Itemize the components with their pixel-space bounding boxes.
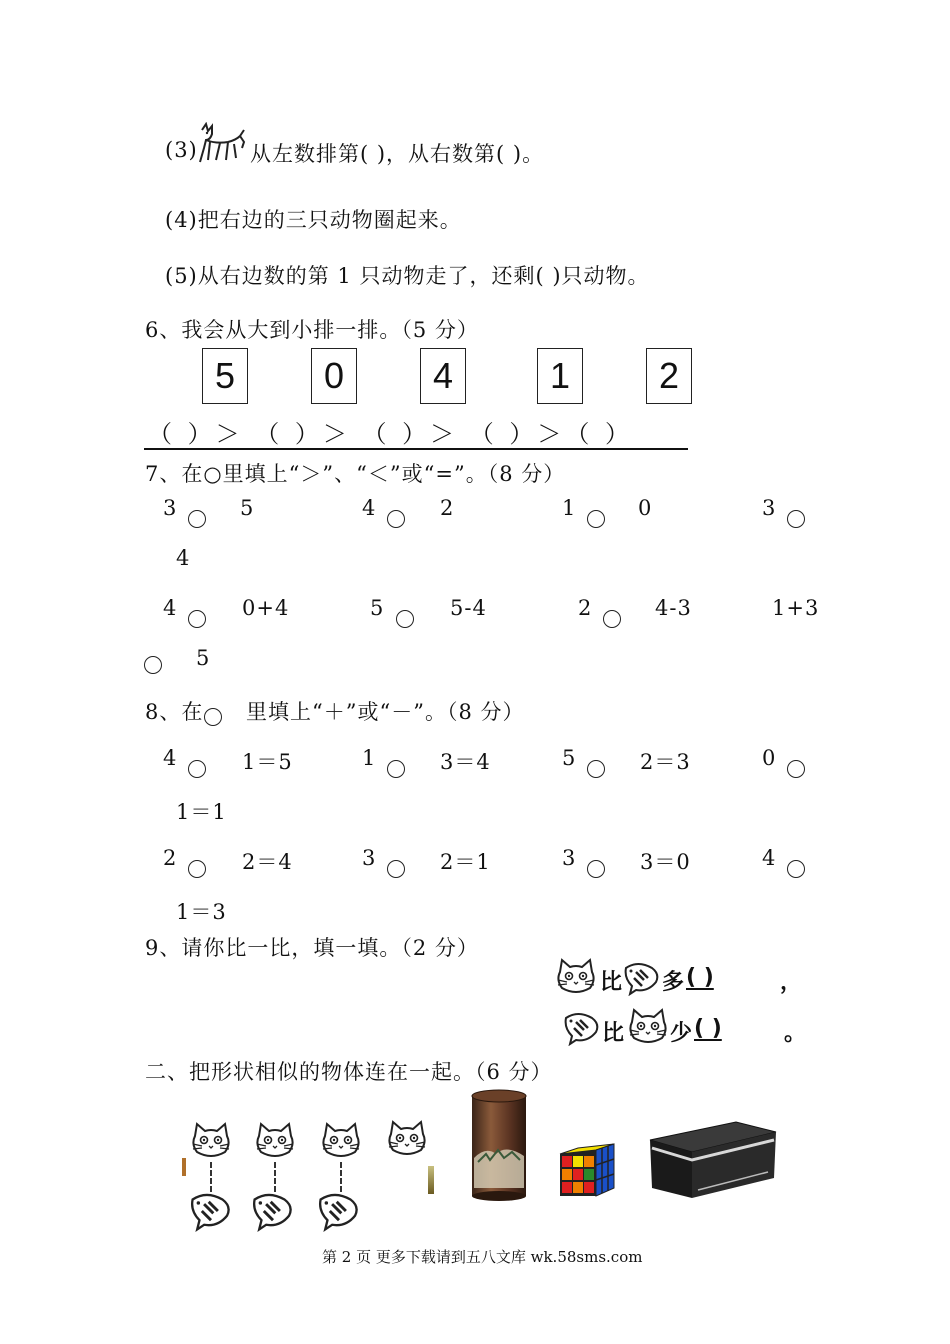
q7-title: 7、在○里填上“＞”、“＜”或“=”。（8 分） bbox=[145, 462, 566, 486]
q7-left-value: 3 bbox=[163, 496, 178, 520]
q8-left-value: 2 bbox=[163, 846, 178, 870]
answer-circle[interactable] bbox=[787, 510, 805, 528]
q5-item3-prefix: (3) bbox=[165, 138, 198, 162]
q7-right-value: 4-3 bbox=[655, 596, 692, 620]
q5-item4: (4)把右边的三只动物圈起来。 bbox=[165, 208, 462, 232]
q7-left-value: 1+3 bbox=[772, 596, 820, 620]
q8-right-value: 1＝5 bbox=[242, 750, 293, 774]
answer-circle[interactable] bbox=[188, 510, 206, 528]
cat-icon bbox=[252, 1122, 298, 1162]
q7-left-value: 1 bbox=[562, 496, 577, 520]
q9-comma: ， bbox=[780, 970, 803, 995]
answer-circle[interactable] bbox=[144, 656, 162, 674]
q8-left-value: 0 bbox=[762, 746, 777, 770]
q7-left-value: 4 bbox=[163, 596, 178, 620]
connector-line bbox=[340, 1162, 342, 1192]
answer-circle[interactable] bbox=[587, 760, 605, 778]
answer-circle[interactable] bbox=[587, 510, 605, 528]
q7-right-value: 0 bbox=[638, 496, 653, 520]
q8-right-value: 3＝4 bbox=[440, 750, 491, 774]
q8-left-value: 3 bbox=[562, 846, 577, 870]
fish-icon bbox=[250, 1190, 296, 1232]
page-footer: 第 2 页 更多下载请到五八文库 wk.58sms.com bbox=[322, 1248, 643, 1266]
q6-title: 6、我会从大到小排一排。（5 分） bbox=[145, 318, 479, 342]
cat-icon bbox=[626, 1008, 670, 1048]
q7-right-value: 2 bbox=[440, 496, 455, 520]
q7-wrapped-value: 4 bbox=[176, 546, 191, 570]
answer-circle[interactable] bbox=[396, 610, 414, 628]
answer-circle[interactable] bbox=[188, 860, 206, 878]
number-box: 5 bbox=[202, 348, 248, 404]
q7-right-value: 5-4 bbox=[450, 596, 487, 620]
q7-left-value: 3 bbox=[762, 496, 777, 520]
q7-right-value: 0+4 bbox=[242, 596, 290, 620]
q9-more-word: 多 bbox=[662, 970, 685, 995]
answer-circle[interactable] bbox=[587, 860, 605, 878]
fox-icon bbox=[196, 122, 248, 166]
q7-left-value: 4 bbox=[362, 496, 377, 520]
fish-icon bbox=[622, 960, 662, 996]
answer-circle[interactable] bbox=[387, 860, 405, 878]
q5-item5: (5)从右边数的第 1 只动物走了，还剩( )只动物。 bbox=[165, 264, 650, 288]
q8-left-value: 1 bbox=[362, 746, 377, 770]
cat-icon bbox=[318, 1122, 364, 1162]
number-box: 1 bbox=[537, 348, 583, 404]
cat-icon bbox=[384, 1120, 430, 1160]
connector-line bbox=[274, 1162, 276, 1192]
section2-title: 二、把形状相似的物体连在一起。（6 分） bbox=[145, 1060, 553, 1084]
tea-can-image[interactable] bbox=[468, 1088, 530, 1202]
q6-underline bbox=[144, 448, 688, 450]
q8-right-value: 2＝4 bbox=[242, 850, 293, 874]
q7-left-value: 5 bbox=[370, 596, 385, 620]
fish-icon bbox=[188, 1190, 234, 1232]
connector-line bbox=[210, 1162, 212, 1192]
number-box: 2 bbox=[646, 348, 692, 404]
shoe-box-image[interactable] bbox=[648, 1118, 778, 1202]
rubiks-cube-image[interactable] bbox=[556, 1140, 618, 1200]
answer-circle[interactable] bbox=[603, 610, 621, 628]
q8-title-b: 里填上“＋”或“－”。（8 分） bbox=[246, 700, 525, 724]
q8-right-value: 3＝0 bbox=[640, 850, 691, 874]
circle-symbol bbox=[204, 708, 222, 726]
q8-wrapped-value: 1＝3 bbox=[176, 900, 227, 924]
q6-answer-line[interactable]: （ ）＞ （ ）＞ （ ）＞ （ ）＞（ ） bbox=[148, 420, 634, 448]
cat-icon bbox=[188, 1122, 234, 1162]
number-box: 4 bbox=[420, 348, 466, 404]
image-fragment bbox=[428, 1166, 434, 1194]
q9-period: 。 bbox=[784, 1021, 807, 1046]
image-fragment bbox=[182, 1158, 186, 1176]
answer-circle[interactable] bbox=[387, 760, 405, 778]
cat-icon bbox=[554, 958, 598, 998]
q5-item3-text: 从左数排第( )，从右数第( )。 bbox=[250, 142, 545, 166]
q9-less-word: 少 bbox=[670, 1021, 693, 1046]
answer-circle[interactable] bbox=[188, 610, 206, 628]
answer-circle[interactable] bbox=[787, 860, 805, 878]
fish-icon bbox=[562, 1010, 602, 1046]
q8-wrapped-value: 1＝1 bbox=[176, 800, 227, 824]
fish-icon bbox=[316, 1190, 362, 1232]
q7-left-value: 2 bbox=[578, 596, 593, 620]
q8-left-value: 3 bbox=[362, 846, 377, 870]
q9-answer-blank-2[interactable]: ( ) bbox=[694, 1016, 722, 1041]
q8-left-value: 5 bbox=[562, 746, 577, 770]
q9-compare-word: 比 bbox=[600, 970, 623, 995]
q8-right-value: 2＝3 bbox=[640, 750, 691, 774]
answer-circle[interactable] bbox=[188, 760, 206, 778]
q8-left-value: 4 bbox=[163, 746, 178, 770]
number-box: 0 bbox=[311, 348, 357, 404]
q8-left-value: 4 bbox=[762, 846, 777, 870]
q8-right-value: 2＝1 bbox=[440, 850, 491, 874]
q9-answer-blank-1[interactable]: ( ) bbox=[686, 965, 714, 990]
q9-title: 9、请你比一比，填一填。（2 分） bbox=[145, 936, 479, 960]
answer-circle[interactable] bbox=[787, 760, 805, 778]
q9-compare-word: 比 bbox=[602, 1021, 625, 1046]
q7-wrapped-value: 5 bbox=[196, 646, 211, 670]
q7-right-value: 5 bbox=[240, 496, 255, 520]
q8-title-a: 8、在 bbox=[145, 700, 204, 724]
answer-circle[interactable] bbox=[387, 510, 405, 528]
